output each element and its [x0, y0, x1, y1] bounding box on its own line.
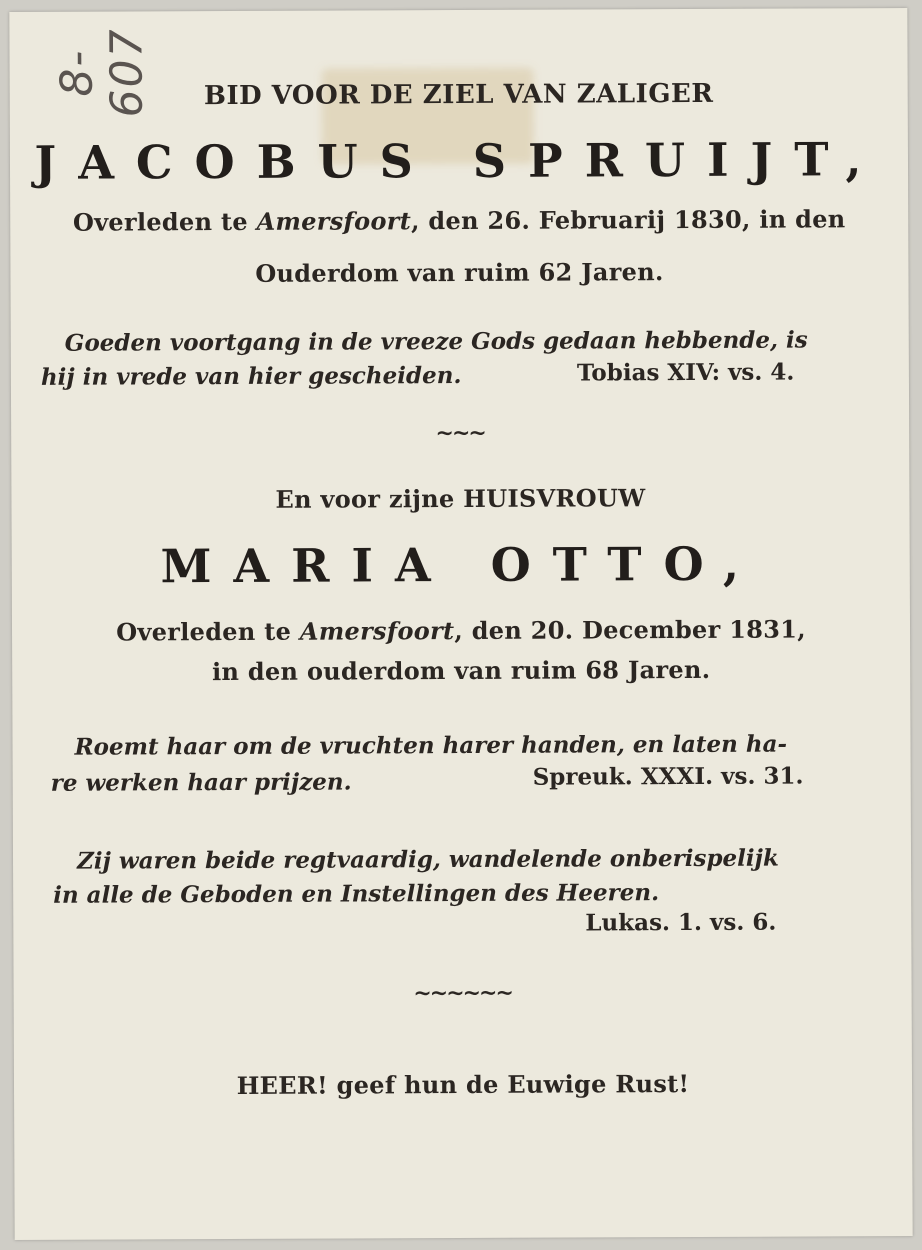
death-prefix: Overleden te — [72, 206, 257, 237]
closing-caps: HEER — [236, 1070, 318, 1100]
closing-quote-line-2: in alle de Geboden en Instellingen des Heeren. — [53, 879, 660, 909]
death-date: , den 26. Februarij 1830, in den — [411, 204, 846, 236]
death-date: , den 20. December 1831, — [454, 614, 806, 646]
age-line-2: in den ouderdom van ruim 68 Jaren. — [211, 654, 711, 687]
ornament-divider-1: ~~~ — [435, 419, 485, 447]
closing-prayer — [14, 1068, 912, 1101]
death-line-1 — [10, 204, 908, 237]
deceased-name-2: MARIA OTTO, — [160, 536, 762, 594]
deceased-name-1: JACOBUS SPRUIJT, — [34, 132, 884, 190]
death-line-2 — [12, 614, 910, 647]
death-place: Amersfoort — [299, 616, 455, 646]
quote-2-reference: Spreuk. XXXI. vs. 31. — [532, 762, 804, 791]
age-line-1: Ouderdom van ruim 62 Jaren. — [255, 257, 664, 288]
spouse-intro-caps: HUISVROUW — [463, 483, 646, 513]
quote-2-line-2: re werken haar prijzen. — [50, 768, 352, 797]
quote-1-reference: Tobias XIV: vs. 4. — [576, 358, 795, 387]
quote-2-line-1: Roemt haar om de vruchten harer handen, en laten ha- — [74, 730, 788, 761]
closing-text: ! geef hun de Euwige Rust! — [317, 1069, 690, 1100]
quote-1-line-1: Goeden voortgang in de vreeze Gods gedaan hebbende, is — [64, 326, 808, 357]
handwritten-archive-number: 8-607 — [51, 27, 153, 118]
closing-quote-line-1: Zij waren beide regtvaardig, wandelende onberispelijk — [76, 844, 779, 875]
memorial-card — [9, 8, 912, 1240]
closing-quote-reference: Lukas. 1. vs. 6. — [585, 908, 777, 937]
death-place: Amersfoort — [256, 206, 412, 236]
ornament-divider-2: ~~~~~~ — [413, 979, 512, 1007]
spouse-intro-text: En voor zijne — [275, 483, 464, 514]
quote-1-line-2: hij in vrede van hier gescheiden. — [40, 361, 462, 391]
spouse-intro — [11, 482, 909, 515]
death-prefix: Overleden te — [116, 616, 300, 647]
prayer-heading: BID VOOR DE ZIEL VAN ZALIGER — [203, 78, 714, 112]
